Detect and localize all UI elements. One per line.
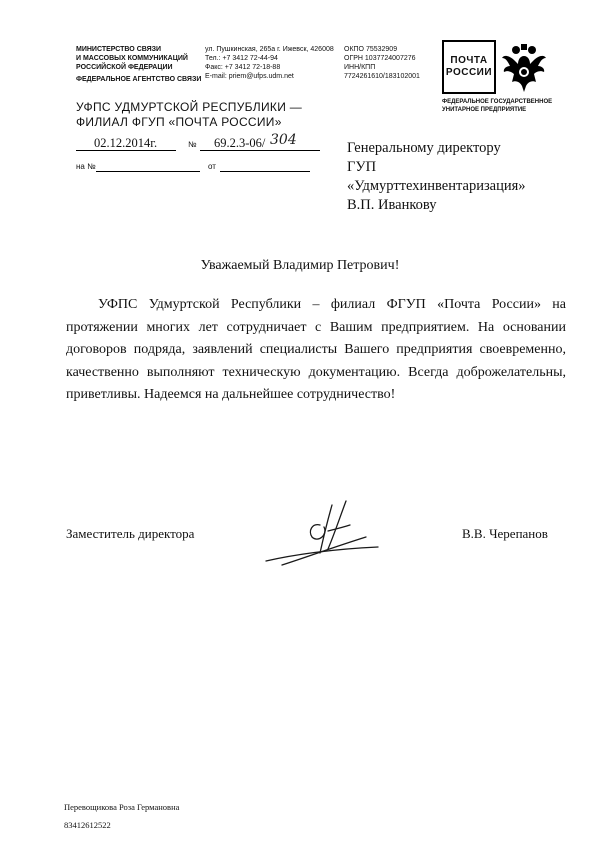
org-line: И МАССОВЫХ КОММУНИКАЦИЙ [76, 55, 188, 62]
org-line: ФЕДЕРАЛЬНОЕ АГЕНТСТВО СВЯЗИ [76, 76, 202, 83]
logo-text-box [442, 40, 496, 94]
signatory-name: В.В. Черепанов [462, 526, 548, 541]
org-line: МИНИСТЕРСТВО СВЯЗИ [76, 46, 162, 53]
addressee-line: В.П. Иванкову [347, 197, 437, 213]
executor-name: Перевощикова Роза Германовна [64, 802, 180, 812]
fax: Факс: +7 3412 72-18-88 [205, 64, 281, 71]
outgoing-date: 02.12.2014г. [94, 136, 158, 150]
body-line: УФПС Удмуртской Республики – филиал ФГУП «Почта России» на [98, 297, 566, 312]
body-line: протяжении многих лет сотрудничает с Вашим предприятием. На основании [66, 319, 566, 335]
ministry-block [76, 45, 201, 84]
signatory-position: Заместитель директора [66, 526, 195, 541]
email: E-mail: priem@ufps.udm.net [205, 73, 294, 80]
okpo: ОКПО 75532909 [344, 46, 398, 53]
outgoing-number: 69.2.3-06/ [214, 136, 266, 150]
branch-title [76, 100, 302, 130]
body-line: качественно выполняют техническую документацию. Всегда доброжелательны, [66, 364, 566, 380]
from-label: от [208, 162, 216, 171]
letter-body [66, 294, 566, 407]
number-label: № [188, 140, 197, 149]
address: ул. Пушкинская, 265а г. Ижевск, 426008 [205, 46, 334, 53]
outgoing-number-handwritten: 304 [270, 132, 297, 148]
codes-block [344, 45, 420, 81]
logo-caption [442, 99, 552, 114]
greeting: Уважаемый Владимир Петрович! [200, 258, 400, 273]
logo-word: ПОЧТА [450, 55, 488, 66]
post-logo [442, 40, 552, 96]
ref-number-underline [96, 171, 200, 172]
ogrn: ОГРН 1037724007276 [344, 55, 416, 62]
inn-kpp-label: ИНН/КПП [344, 64, 376, 71]
logo-word: РОССИИ [445, 67, 493, 78]
logo-caption-line: ФЕДЕРАЛЬНОЕ ГОСУДАРСТВЕННОЕ [442, 99, 553, 105]
handwritten-signature [262, 495, 382, 570]
branch-line: УФПС УДМУРТСКОЙ РЕСПУБЛИКИ — [76, 100, 303, 114]
ref-date-underline [220, 171, 310, 172]
addressee-line: Генеральному директору [347, 140, 501, 156]
branch-line: ФИЛИАЛ ФГУП «ПОЧТА РОССИИ» [76, 115, 282, 129]
body-line: договоров подряда, заявлений специалисты Вашего предприятия своевременно, [66, 342, 566, 357]
ref-label: на № [76, 162, 96, 171]
phone: Тел.: +7 3412 72-44-94 [205, 55, 278, 62]
org-line: РОССИЙСКОЙ ФЕДЕРАЦИИ [76, 64, 173, 71]
body-line: приветливы. Надеемся на дальнейшее сотрудничество! [66, 387, 396, 402]
addressee-line: ГУП [347, 159, 377, 175]
executor-phone: 83412612522 [64, 820, 111, 830]
inn-kpp-value: 7724261610/183102001 [344, 73, 420, 80]
addressee-block [347, 139, 526, 215]
double-headed-eagle-icon [500, 42, 548, 94]
contacts-block [205, 45, 334, 81]
logo-caption-line: УНИТАРНОЕ ПРЕДПРИЯТИЕ [442, 106, 527, 113]
registration-block [76, 132, 326, 176]
addressee-line: «Удмурттехинвентаризация» [347, 178, 526, 194]
